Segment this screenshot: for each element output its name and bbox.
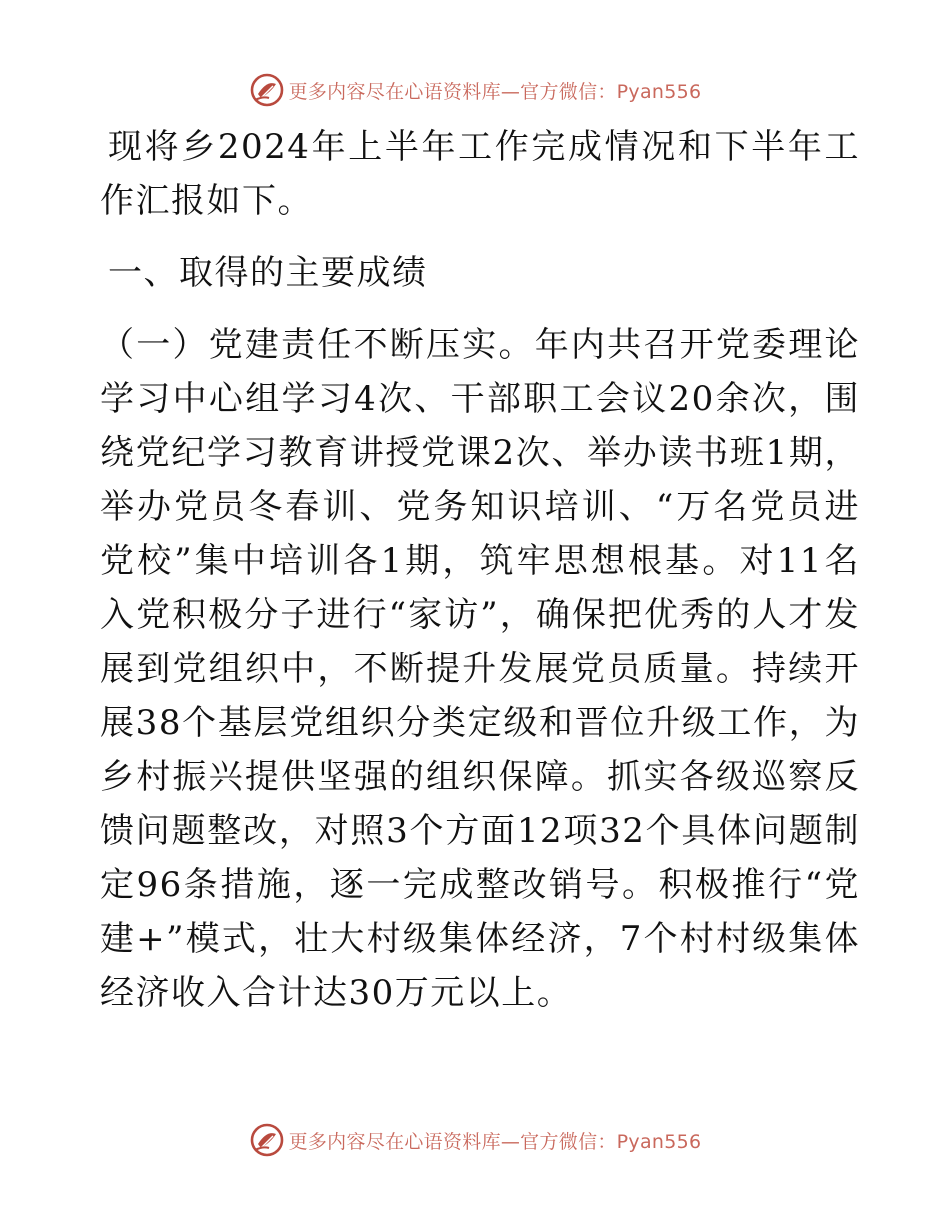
book-leaf-logo-icon <box>249 72 285 108</box>
book-leaf-logo-icon <box>249 1122 285 1158</box>
intro-paragraph: 现将乡2024年上半年工作完成情况和下半年工作汇报如下。 <box>100 127 860 221</box>
section-heading: 一、取得的主要成绩 <box>108 253 428 293</box>
document-body <box>100 120 860 1020</box>
header-watermark <box>0 70 950 110</box>
watermark-text: 更多内容尽在心语资料库—官方微信：Pyan556 <box>288 80 702 103</box>
watermark-text: 更多内容尽在心语资料库—官方微信：Pyan556 <box>288 1130 702 1153</box>
footer-watermark <box>0 1120 950 1160</box>
body-paragraph: （一）党建责任不断压实。年内共召开党委理论学习中心组学习4次、干部职工会议20余次，围绕党纪学习教育讲授党课2次、举办读书班1期，举办党员冬春训、党务知识培训、“万名党员进党校”集中培训各1期，筑牢思想根基。对11名入党积极分子进行“家访”，确保把优秀的人才发展到党组织中，不断提升发展党员质量。持续开展38个基层党组织分类定级和晋位升级工作，为乡村振兴提供坚强的组织保障。抓实各级巡察反馈问题整改，对照3个方面12项32个具体问题制定96条措施，逐一完成整改销号。积极推行“党建+”模式，壮大村级集体经济，7个村村级集体经济收入合计达30万元以上。 <box>100 325 860 1013</box>
